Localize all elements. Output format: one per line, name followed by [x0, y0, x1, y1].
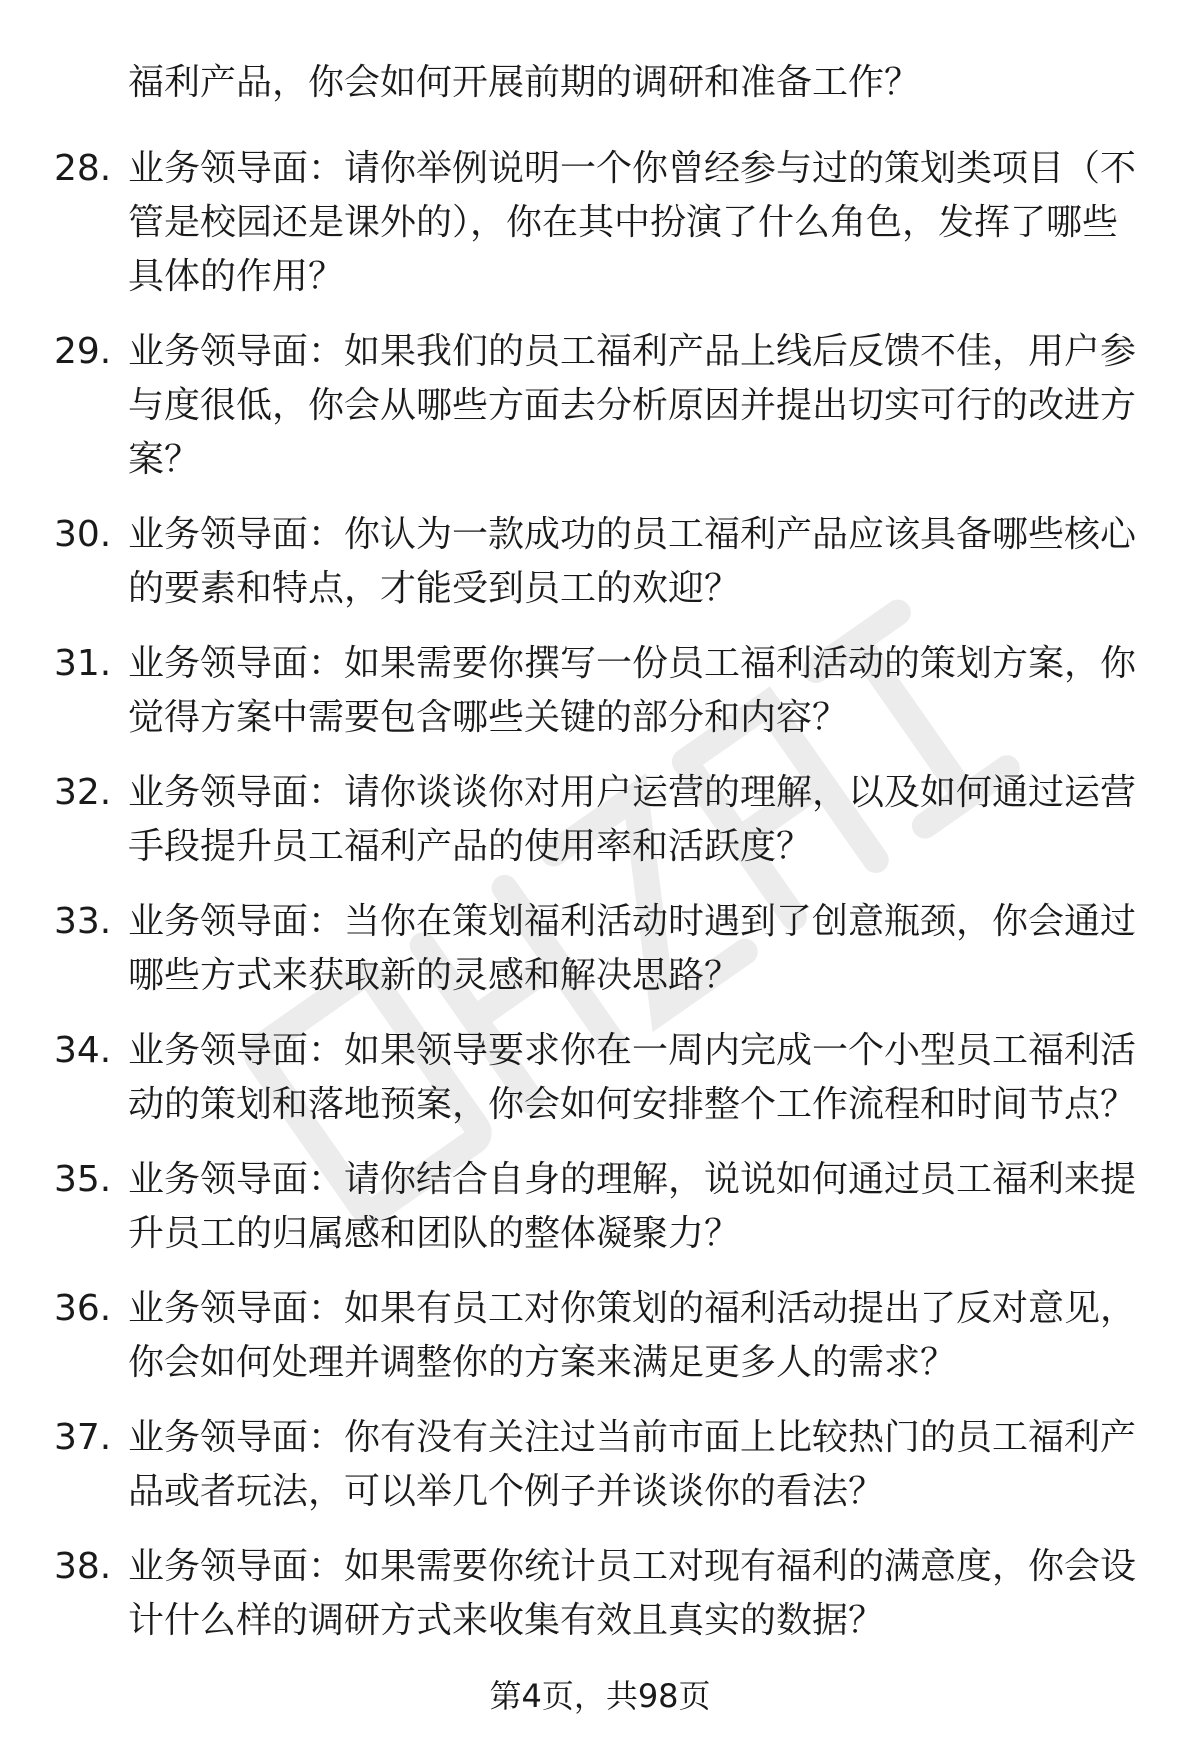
- question-number: 31.: [54, 643, 112, 684]
- list-item: [0, 325, 1200, 487]
- list-item: [0, 508, 1200, 616]
- question-text: 业务领导面：你认为一款成功的员工福利产品应该具备哪些核心的要素和特点，才能受到员工的欢迎？: [128, 514, 1137, 609]
- list-item: [0, 766, 1200, 874]
- question-text: 业务领导面：如果领导要求你在一周内完成一个小型员工福利活动的策划和落地预案，你会如何安排整个工作流程和时间节点？: [128, 1030, 1137, 1125]
- question-text: 业务领导面：你有没有关注过当前市面上比较热门的员工福利产品或者玩法，可以举几个例子并谈谈你的看法？: [128, 1417, 1137, 1512]
- question-number: 28.: [54, 148, 112, 189]
- question-list: [0, 142, 1200, 1669]
- list-item: [0, 895, 1200, 1003]
- question-text: 业务领导面：请你举例说明一个你曾经参与过的策划类项目（不管是校园还是课外的），你在其中扮演了什么角色，发挥了哪些具体的作用？: [128, 148, 1137, 297]
- question-number: 37.: [54, 1417, 112, 1458]
- list-item: [0, 637, 1200, 745]
- question-text: 业务领导面：如果需要你统计员工对现有福利的满意度，你会设计什么样的调研方式来收集有效且真实的数据？: [128, 1546, 1137, 1641]
- question-text: 业务领导面：如果需要你撰写一份员工福利活动的策划方案，你觉得方案中需要包含哪些关键的部分和内容？: [128, 643, 1137, 738]
- question-text: 业务领导面：请你结合自身的理解，说说如何通过员工福利来提升员工的归属感和团队的整体凝聚力？: [128, 1159, 1137, 1254]
- page-footer: 第4页，共98页: [489, 1677, 711, 1715]
- question-number: 32.: [54, 772, 112, 813]
- list-item: [0, 1282, 1200, 1390]
- question-text: 业务领导面：请你谈谈你对用户运营的理解，以及如何通过运营手段提升员工福利产品的使用率和活跃度？: [128, 772, 1137, 867]
- question-number: 35.: [54, 1159, 112, 1200]
- list-item: [0, 1024, 1200, 1132]
- question-number: 34.: [54, 1030, 112, 1071]
- list-item: [0, 142, 1200, 304]
- list-item: [0, 1540, 1200, 1648]
- question-text: 业务领导面：如果我们的员工福利产品上线后反馈不佳，用户参与度很低，你会从哪些方面去分析原因并提出切实可行的改进方案？: [128, 331, 1137, 480]
- list-item: [0, 1411, 1200, 1519]
- question-number: 36.: [54, 1288, 112, 1329]
- list-item: [0, 1153, 1200, 1261]
- continued-question-text: 福利产品，你会如何开展前期的调研和准备工作？: [128, 62, 921, 103]
- question-number: 38.: [54, 1546, 112, 1587]
- question-number: 30.: [54, 514, 112, 555]
- question-number: 33.: [54, 901, 112, 942]
- question-text: 业务领导面：当你在策划福利活动时遇到了创意瓶颈，你会通过哪些方式来获取新的灵感和解决思路？: [128, 901, 1137, 996]
- question-number: 29.: [54, 331, 112, 372]
- question-text: 业务领导面：如果有员工对你策划的福利活动提出了反对意见，你会如何处理并调整你的方案来满足更多人的需求？: [128, 1288, 1137, 1383]
